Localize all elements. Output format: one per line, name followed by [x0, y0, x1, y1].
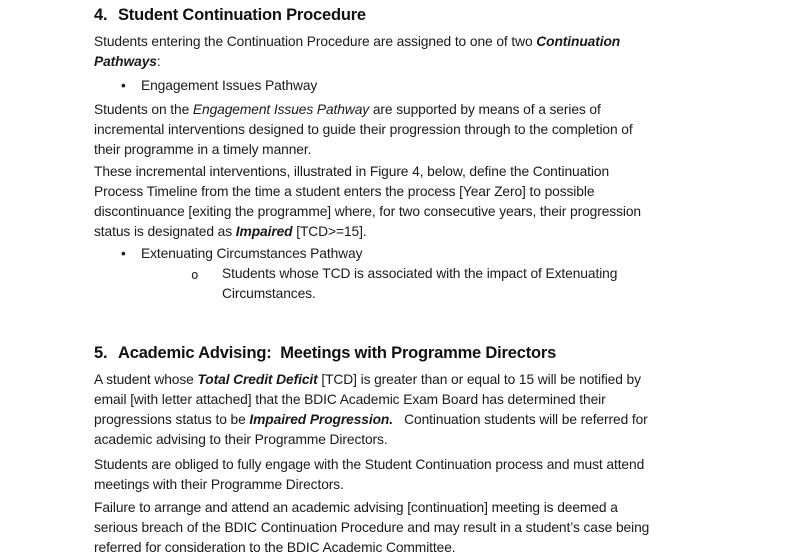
text-line: [94, 430, 718, 450]
text-run: Students on the: [94, 102, 193, 117]
text-run: referred for consideration to the BDIC Academic Committee.: [94, 540, 456, 555]
text-run: A student whose: [94, 372, 198, 387]
text-run: discontinuance [exiting the programme] where, for two consecutive years, their progression: [94, 204, 641, 219]
text-line: [94, 100, 718, 120]
section-4-number: 4.: [94, 6, 108, 24]
text-line: [141, 244, 718, 264]
text-run: [TCD] is greater than or equal to 15 will be notified by: [317, 372, 641, 387]
text-run: their programme in a timely manner.: [94, 142, 312, 157]
emphasized-text: Engagement Issues Pathway: [192, 102, 370, 117]
text-line: [94, 52, 718, 72]
text-line: [94, 518, 718, 538]
paragraph-tcd-notification: [94, 370, 718, 450]
bullet-icon: •: [121, 246, 126, 261]
emphasized-text: Pathways: [94, 54, 157, 69]
text-run: Circumstances.: [222, 286, 316, 301]
text-run: Extenuating Circumstances Pathway: [141, 246, 363, 261]
text-line: [94, 538, 718, 558]
text-line: [222, 284, 718, 304]
text-run: academic advising to their Programme Directors.: [94, 432, 388, 447]
paragraph-continuation-pathways: [94, 32, 718, 72]
text-line: [94, 162, 718, 182]
text-run: Continuation students will be referred for: [392, 412, 648, 427]
text-line: [94, 202, 718, 222]
text-line: [94, 390, 718, 410]
section-5-title: Academic Advising: Meetings with Programme Directors: [118, 344, 557, 362]
text-run: email [with letter attached] that the BDIC Academic Exam Board has determined their: [94, 392, 606, 407]
paragraph-process-timeline: [94, 162, 718, 242]
text-run: :: [156, 54, 161, 69]
section-4-heading: [94, 4, 718, 26]
emphasized-text: Total Credit Deficit: [197, 372, 318, 387]
paragraph-failure-to-attend: [94, 498, 718, 558]
emphasized-text: Impaired Progression.: [249, 412, 393, 427]
text-run: progressions status to be: [94, 412, 250, 427]
sub-bullet-icon: o: [191, 267, 199, 282]
text-run: Engagement Issues Pathway: [141, 78, 318, 93]
sub-bullet-item-tcd-impact: [94, 264, 718, 304]
text-run: status is designated as: [94, 224, 236, 239]
text-line: [94, 222, 718, 242]
bullet-icon: •: [121, 78, 126, 93]
text-line: [94, 410, 718, 430]
section-4-title: Student Continuation Procedure: [118, 6, 366, 24]
text-run: Students are obliged to fully engage with the Student Continuation process and must attend: [94, 457, 645, 472]
paragraph-engagement-support: [94, 100, 718, 160]
text-run: meetings with their Programme Directors.: [94, 477, 344, 492]
text-run: incremental interventions designed to guide their progression through to the completion of: [94, 122, 633, 137]
text-line: [141, 76, 718, 96]
text-line: [222, 264, 718, 284]
paragraph-obliged-engage: [94, 455, 718, 495]
text-line: [94, 475, 718, 495]
text-line: [94, 455, 718, 475]
bullet-item-extenuating-pathway: [94, 244, 718, 264]
section-5-number: 5.: [94, 344, 108, 362]
text-run: These incremental interventions, illustrated in Figure 4, below, define the Continuation: [94, 164, 610, 179]
text-line: [94, 370, 718, 390]
text-line: [94, 120, 718, 140]
text-run: [TCD>=15].: [292, 224, 367, 239]
text-run: serious breach of the BDIC Continuation Procedure and may result in a student’s case being: [94, 520, 650, 535]
text-line: [94, 498, 718, 518]
text-run: Students whose TCD is associated with the impact of Extenuating: [222, 266, 618, 281]
text-line: [94, 182, 718, 202]
bullet-item-engagement-pathway: [94, 76, 718, 96]
emphasized-text: Continuation: [536, 34, 621, 49]
section-5-heading: [94, 342, 718, 364]
text-line: [94, 32, 718, 52]
text-run: Failure to arrange and attend an academic advising [continuation] meeting is deemed a: [94, 500, 618, 515]
text-run: are supported by means of a series of: [369, 102, 601, 117]
emphasized-text: Impaired: [235, 224, 293, 239]
text-line: [94, 140, 718, 160]
text-run: Students entering the Continuation Procedure are assigned to one of two: [94, 34, 537, 49]
text-run: Process Timeline from the time a student enters the process [Year Zero] to possible: [94, 184, 595, 199]
